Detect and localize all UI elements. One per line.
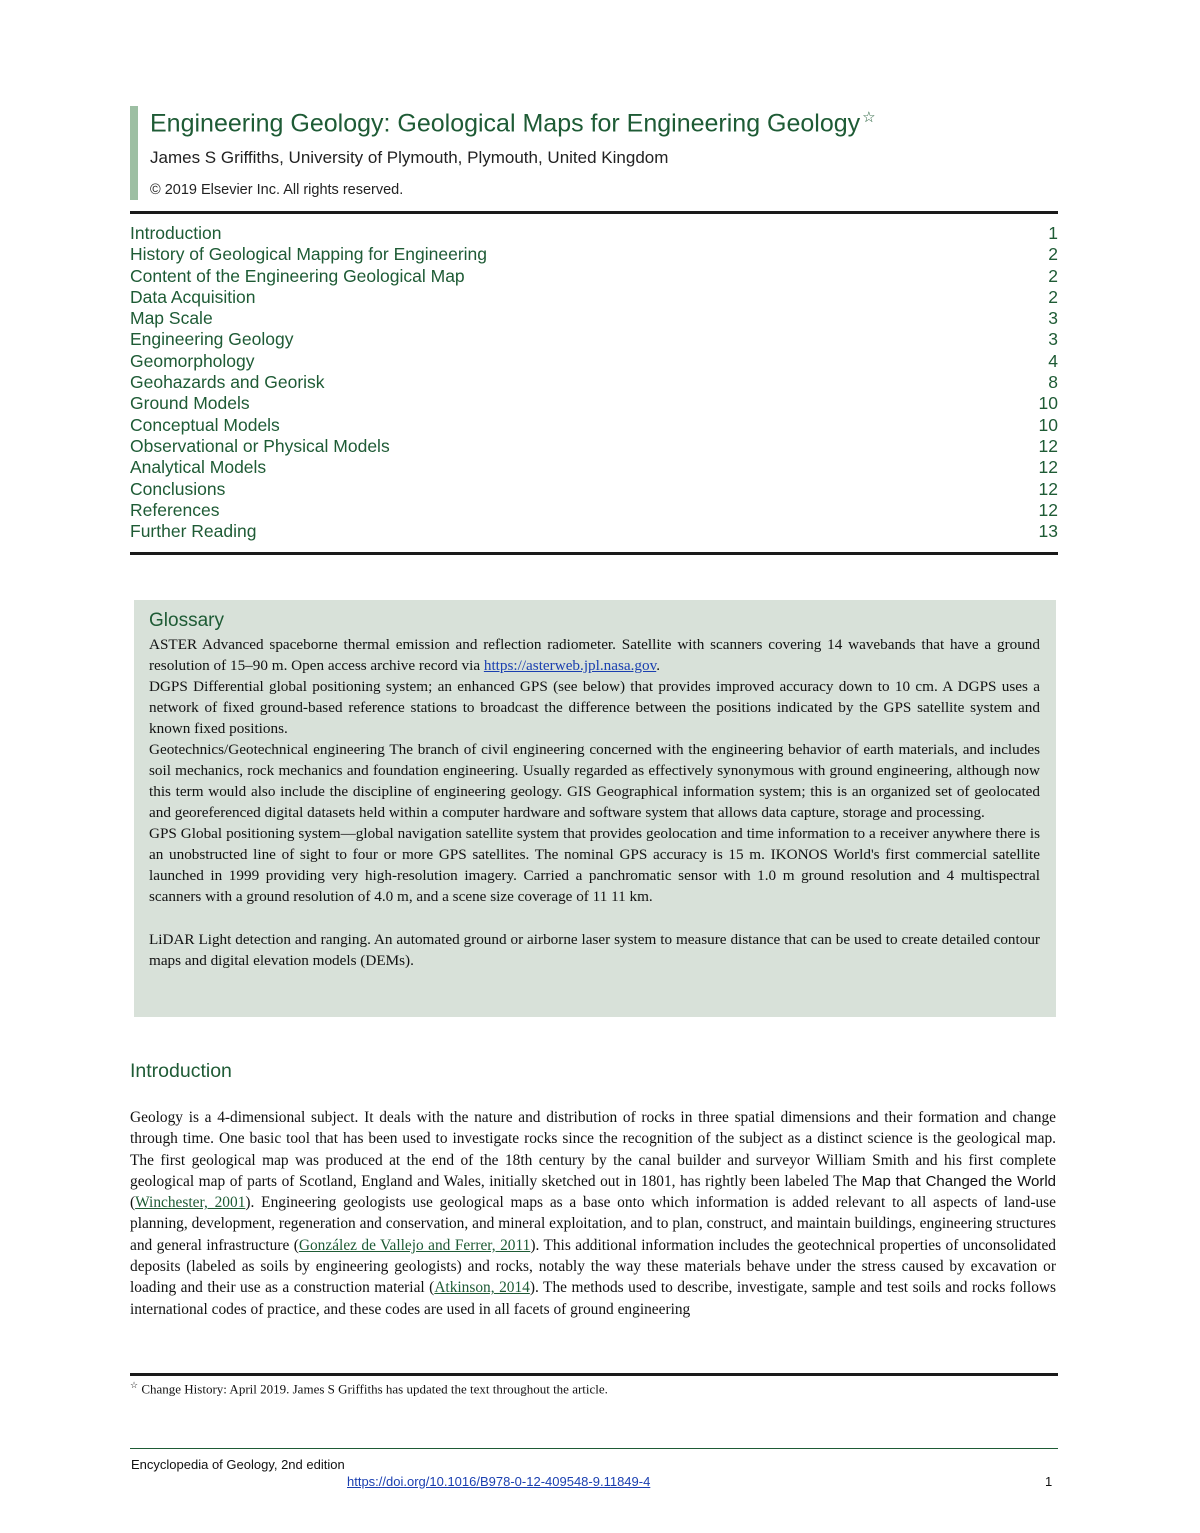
- glossary-entry-aster: [149, 634, 1040, 676]
- footer-rule: [130, 1448, 1058, 1449]
- paragraph-text: ). The methods used to describe, investigate, sample and test soils and rocks follows international codes of practice, and these codes are used in all facets of ground engineering: [130, 1279, 1056, 1318]
- toc-entry-page: 8: [1048, 372, 1058, 393]
- introduction-paragraph: [130, 1107, 1056, 1320]
- toc-entry-page: 12: [1038, 499, 1058, 520]
- toc-entry[interactable]: [130, 436, 1058, 457]
- toc-entry-page: 1: [1048, 223, 1058, 243]
- toc-entry-page: 2: [1048, 286, 1058, 307]
- citation-link[interactable]: Atkinson, 2014: [434, 1279, 530, 1297]
- toc-entry[interactable]: [130, 351, 1058, 372]
- toc-bottom-rule: [130, 552, 1058, 555]
- toc-entry-title[interactable]: Conceptual Models: [130, 414, 280, 435]
- toc-entry[interactable]: [130, 457, 1058, 478]
- footnote-star-icon: ☆: [130, 1380, 139, 1390]
- article-title-text: Engineering Geology: Geological Maps for Engineering Geology: [150, 109, 861, 138]
- toc-entry-title[interactable]: Engineering Geology: [130, 329, 294, 350]
- toc-entry-page: 12: [1038, 435, 1058, 456]
- glossary-entry-dgps: DGPS Differential global positioning system; an enhanced GPS (see below) that provides improved accuracy down to 10 cm. A DGPS uses a network of fixed ground-based reference stations to broadcast the difference between the positions indicated by the GPS satellite system and known fixed positions.: [149, 678, 1040, 737]
- toc-entry[interactable]: [130, 244, 1058, 265]
- toc-entry-page: 3: [1048, 308, 1058, 329]
- toc-top-rule: [130, 211, 1058, 214]
- toc-entry-title[interactable]: Geomorphology: [130, 350, 255, 371]
- toc-entry-page: 4: [1048, 350, 1058, 371]
- section-heading-introduction: Introduction: [130, 1060, 232, 1082]
- glossary-title: Glossary: [149, 610, 224, 631]
- toc-entry-page: 12: [1038, 457, 1058, 478]
- glossary-entry-text: .: [656, 657, 661, 674]
- toc-entry[interactable]: [130, 287, 1058, 308]
- toc-entry-title[interactable]: Ground Models: [130, 393, 250, 414]
- toc-entry-page: 3: [1048, 329, 1058, 350]
- change-history-footnote: [130, 1380, 608, 1397]
- toc-entry-title[interactable]: Conclusions: [130, 478, 226, 499]
- glossary-entry-lidar: LiDAR Light detection and ranging. An automated ground or airborne laser system to measure distance that can be used to create detailed contour maps and digital elevation models (DEMs).: [149, 931, 1040, 969]
- toc-entry-title[interactable]: Analytical Models: [130, 457, 267, 478]
- toc-entry-title[interactable]: Data Acquisition: [130, 286, 256, 307]
- change-history-star-icon[interactable]: ☆: [862, 109, 876, 126]
- article-header: [130, 106, 1060, 202]
- glossary-spacer: [149, 907, 1040, 929]
- toc-entry-page: 13: [1038, 521, 1058, 542]
- paragraph-text: (: [130, 1194, 136, 1212]
- author-affiliation: James S Griffiths, University of Plymouth, Plymouth, United Kingdom: [150, 148, 669, 167]
- citation-link[interactable]: Winchester, 2001: [135, 1194, 246, 1212]
- toc-entry-title[interactable]: Introduction: [130, 223, 222, 243]
- toc-entry-title[interactable]: Content of the Engineering Geological Map: [130, 265, 465, 286]
- copyright-notice: © 2019 Elsevier Inc. All rights reserved.: [150, 182, 404, 198]
- glossary-entry-geotechnics: Geotechnics/Geotechnical engineering The branch of civil engineering concerned with the engineering behavior of earth materials, and includes soil mechanics, rock mechanics and foundation engineering. Usually regarded as effectively synonymous with ground engineering, although now this term would also include the discipline of engineering geology. GIS Geographical information system; this is an organized set of geolocated and georeferenced digital datasets held within a computer hardware and software system that allows data capture, storage and processing.: [149, 741, 1040, 821]
- doi-link[interactable]: https://doi.org/10.1016/B978-0-12-409548-9.11849-4: [347, 1474, 651, 1489]
- toc-entry[interactable]: [130, 479, 1058, 500]
- toc-entry-page: 2: [1048, 265, 1058, 286]
- toc-entry-title[interactable]: History of Geological Mapping for Engineering: [130, 244, 487, 265]
- toc-entry-title[interactable]: Further Reading: [130, 521, 257, 542]
- toc-entry[interactable]: [130, 329, 1058, 350]
- toc-entry-title[interactable]: Observational or Physical Models: [130, 435, 390, 456]
- paragraph-text: Map that Changed the World: [861, 1172, 1056, 1190]
- toc-entry-page: 12: [1038, 478, 1058, 499]
- footnote-rule: [130, 1373, 1058, 1376]
- page-number: 1: [1045, 1474, 1053, 1489]
- toc-entry[interactable]: [130, 521, 1058, 542]
- toc-entry-page: 10: [1038, 414, 1058, 435]
- table-of-contents: [130, 223, 1058, 542]
- toc-entry-page: 10: [1038, 393, 1058, 414]
- header-accent-bar: [130, 106, 138, 200]
- toc-entry[interactable]: [130, 308, 1058, 329]
- toc-entry-page: 2: [1048, 244, 1058, 265]
- toc-entry-title[interactable]: Map Scale: [130, 308, 213, 329]
- glossary-entry-text: ASTER Advanced spaceborne thermal emission and reflection radiometer. Satellite with scanners covering 14 wavebands that have a ground resolution of 15–90 m. Open access archive record via: [149, 636, 1040, 674]
- toc-entry[interactable]: [130, 266, 1058, 287]
- footnote-text: Change History: April 2019. James S Griffiths has updated the text throughout the article.: [138, 1381, 608, 1397]
- paragraph-text: ). Engineering geologists use geological maps as a base onto which information is added relevant to all aspects of land-use planning, development, regeneration and conservation, and mineral exploitation, and to plan, construct, and maintain buildings, engineering structures and general infrastructure (: [130, 1194, 1056, 1254]
- paragraph-text: ). This additional information includes the geotechnical properties of unconsolidated deposits (labeled as soils by engineering geologists) and rocks, notably the way these materials behave under the stress caused by excavation or loading and their use as a construction material (: [130, 1236, 1056, 1297]
- aster-archive-link[interactable]: https://asterweb.jpl.nasa.gov: [483, 657, 657, 674]
- toc-entry[interactable]: [130, 393, 1058, 414]
- citation-link[interactable]: González de Vallejo and Ferrer, 2011: [298, 1236, 531, 1254]
- toc-entry-title[interactable]: References: [130, 499, 220, 520]
- toc-entry-title[interactable]: Geohazards and Georisk: [130, 372, 325, 393]
- journal-name: Encyclopedia of Geology, 2nd edition: [131, 1457, 345, 1472]
- glossary-box: [134, 600, 1056, 1017]
- toc-entry[interactable]: [130, 372, 1058, 393]
- toc-entry[interactable]: [130, 500, 1058, 521]
- toc-entry[interactable]: [130, 415, 1058, 436]
- paragraph-text: Geology is a 4-dimensional subject. It deals with the nature and distribution of rocks in three spatial dimensions and their formation and change through time. One basic tool that has been used to investigate rocks since the recognition of the subject as a distinct science is the geological map. The first geological map was produced at the end of the 18th century by the canal builder and surveyor William Smith and his first complete geological map of parts of Scotland, England and Wales, initially sketched out in 1801, has rightly been labeled The: [130, 1109, 1056, 1190]
- toc-entry[interactable]: [130, 223, 1058, 244]
- article-title: [150, 108, 876, 138]
- glossary-entry-gps: GPS Global positioning system—global navigation satellite system that provides geolocation and time information to a receiver anywhere there is an unobstructed line of sight to four or more GPS satellites. The nominal GPS accuracy is 15 m. IKONOS World's first commercial satellite launched in 1999 providing very high-resolution imagery. Carried a panchromatic sensor with 1.0 m ground resolution and 4 multispectral scanners with a ground resolution of 4.0 m, and a scene size coverage of 11 11 km.: [149, 825, 1040, 905]
